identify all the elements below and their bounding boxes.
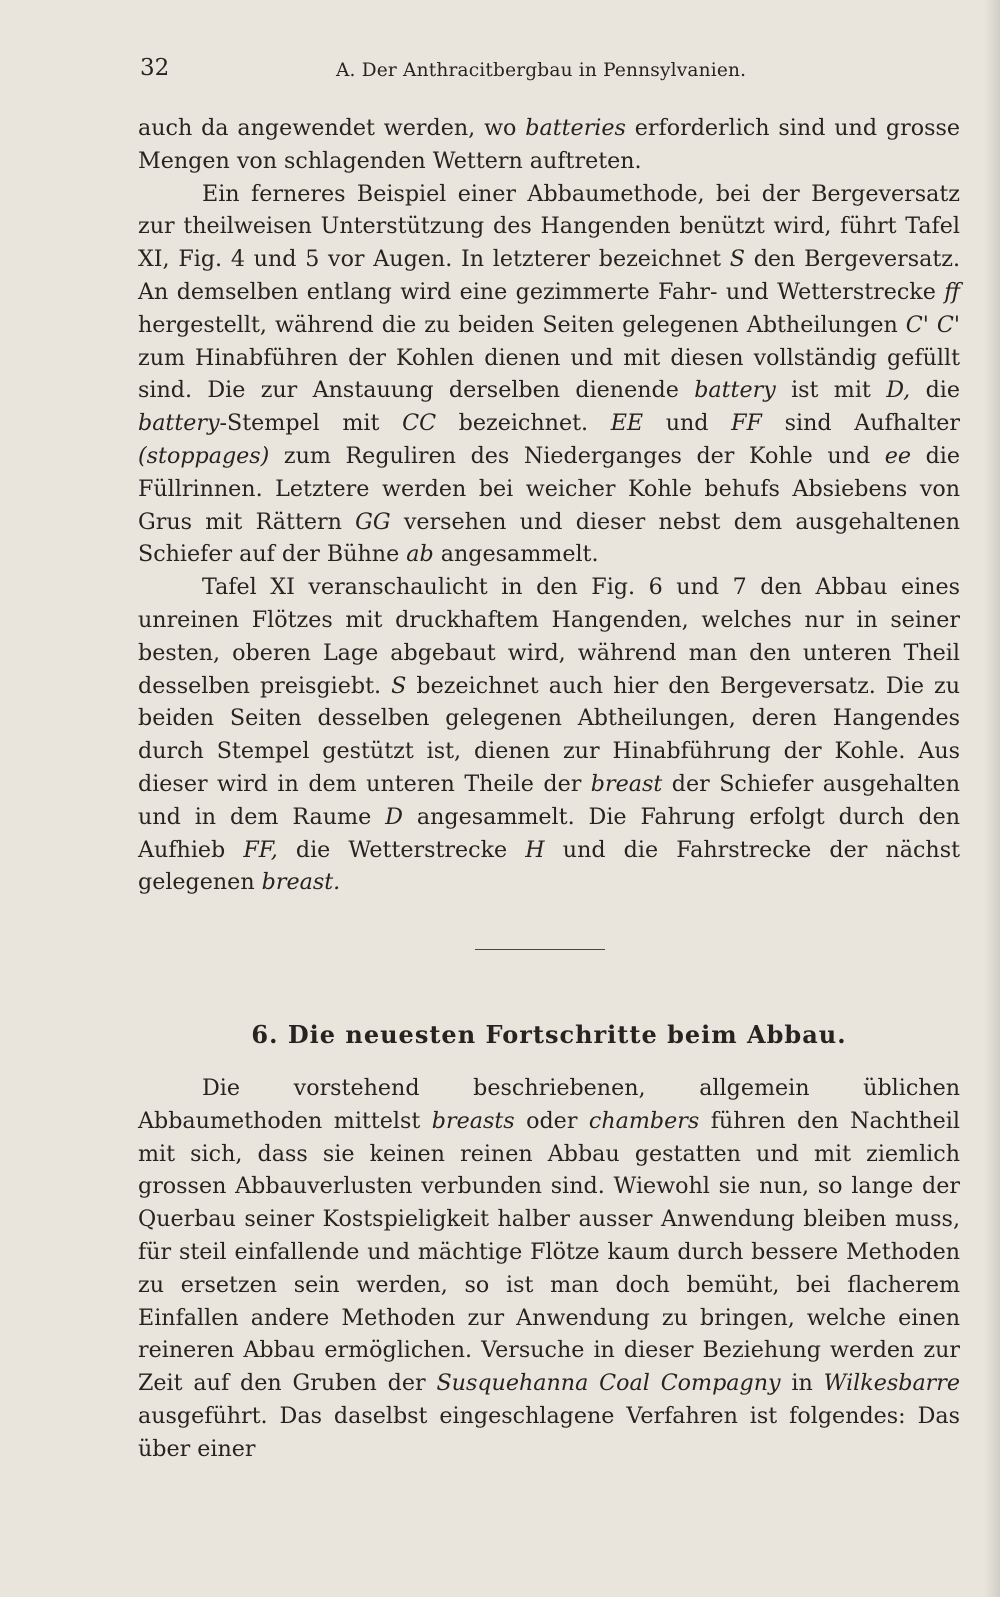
text-run: ausgeführt. Das daselbst eingeschlagene Verfahren ist folgendes: Das über einer <box>138 1402 960 1462</box>
text-run: sind Aufhalter <box>761 410 960 437</box>
text-run: erforderlich sind und grosse Mengen von schlagenden Wettern auftreten. <box>138 115 960 174</box>
paragraph-3 <box>138 571 960 899</box>
text-run: angesammelt. Die Fahrung erfolgt durch den Aufhieb <box>138 803 961 863</box>
italic-term: battery <box>138 410 220 437</box>
italic-term: CC <box>402 410 437 437</box>
italic-term: FF, <box>243 836 278 863</box>
italic-term: ab <box>406 541 434 568</box>
running-head: A. Der Anthracitbergbau in Pennsylvanien. <box>336 60 747 81</box>
italic-term: breasts <box>431 1107 515 1134</box>
page-edge-shadow <box>984 0 1000 1597</box>
italic-term: ff <box>944 278 960 305</box>
italic-term: H <box>525 836 545 863</box>
italic-term: chambers <box>588 1107 700 1134</box>
text-run: bezeichnet auch hier den Bergeversatz. Die zu beiden Seiten desselben gelegenen Abtheilungen, deren Hangendes durch Stempel gestützt ist, dienen zur Hinabführung der Kohle. Aus dieser wird in dem unteren Theile der <box>138 672 960 797</box>
text-run: oder <box>514 1107 589 1134</box>
text-run: zum Reguliren des Niederganges der Kohle und <box>269 442 885 469</box>
italic-term: (stoppages) <box>138 442 270 469</box>
italic-term: Wilkesbarre <box>823 1370 961 1397</box>
italic-term: S <box>729 246 745 273</box>
page-header <box>140 55 940 85</box>
body-text-lower <box>138 1072 960 1466</box>
text-run: die <box>910 377 961 404</box>
italic-term: batteries <box>525 115 626 141</box>
body-text-upper <box>138 112 960 899</box>
text-run: in <box>780 1370 824 1397</box>
italic-term: breast <box>590 770 663 797</box>
italic-term: battery <box>694 377 776 404</box>
italic-term: S <box>391 672 407 699</box>
text-run: hergestellt, während die zu beiden Seiten gelegenen Abtheilungen <box>138 311 906 338</box>
section-title: 6. Die neuesten Fortschritte beim Abbau. <box>251 1020 847 1049</box>
italic-term: GG <box>355 508 391 535</box>
text-run: angesammelt. <box>433 541 599 568</box>
paragraph-1 <box>138 112 960 178</box>
text-run: die Wetterstrecke <box>277 836 526 863</box>
italic-term: C' C' <box>905 311 960 338</box>
section-divider <box>475 949 605 950</box>
page-number: 32 <box>140 55 170 81</box>
italic-term: EE <box>610 410 644 437</box>
text-run: zum Hinabführen der Kohlen dienen und mit diesen vollständig gefüllt sind. Die zur Anstauung derselben dienende <box>138 344 960 404</box>
italic-term: Susquehanna Coal Compagny <box>436 1370 781 1397</box>
text-run: und <box>643 410 732 437</box>
text-run: ist mit <box>775 377 887 404</box>
text-run: die Füllrinnen. Letztere werden bei weicher Kohle behufs Absiebens von Grus mit Rättern <box>138 442 960 535</box>
paragraph-4 <box>138 1072 960 1466</box>
text-run: Ein ferneres Beispiel einer Abbaumethode, bei der Bergeversatz zur theilweisen Unterstützung des Hangenden benützt wird, führt Tafel XI, Fig. 4 und 5 vor Augen. In letzterer bezeichnet <box>138 180 960 273</box>
text-run: auch da angewendet werden, wo <box>138 115 526 141</box>
italic-term: breast. <box>261 869 341 896</box>
text-run: und die Fahrstrecke der nächst gelegenen <box>138 836 960 896</box>
italic-term: D, <box>886 377 911 404</box>
text-run: -Stempel mit <box>219 410 403 437</box>
text-run: führen den Nachtheil mit sich, dass sie keinen reinen Abbau gestatten und mit ziemlich grossen Abbauverlusten verbunden sind. Wiewohl sie nun, so lange der Querbau seiner Kostspieligkeit halber ausser Anwendung bleiben muss, für steil einfallende und mächtige Flötze kaum durch bessere Methoden zu ersetzen sein werden, so ist man doch bemüht, bei flacherem Einfallen andere Methoden zur Anwendung zu bringen, welche einen reineren Abbau ermöglichen. Versuche in dieser Beziehung werden zur Zeit auf den Gruben der <box>138 1107 960 1397</box>
text-run: den Bergeversatz. An demselben entlang wird eine gezimmerte Fahr- und Wetterstrecke <box>138 246 960 305</box>
text-run: Tafel XI veranschaulicht in den Fig. 6 und 7 den Abbau eines unreinen Flötzes mit druckhaftem Hangenden, welches nur in seiner besten, oberen Lage abgebaut wird, während man den unteren Theil desselben preisgiebt. <box>138 574 960 699</box>
text-run: versehen und dieser nebst dem ausgehaltenen Schiefer auf der Bühne <box>138 508 960 568</box>
italic-term: FF <box>731 410 762 437</box>
italic-term: ee <box>884 442 911 469</box>
text-run: der Schiefer ausgehalten und in dem Raume <box>138 770 960 830</box>
text-run: Die vorstehend beschriebenen, allgemein üblichen Abbaumethoden mittelst <box>138 1075 960 1134</box>
paragraph-2 <box>138 178 960 572</box>
italic-term: D <box>385 803 403 830</box>
text-run: bezeichnet. <box>436 410 611 437</box>
